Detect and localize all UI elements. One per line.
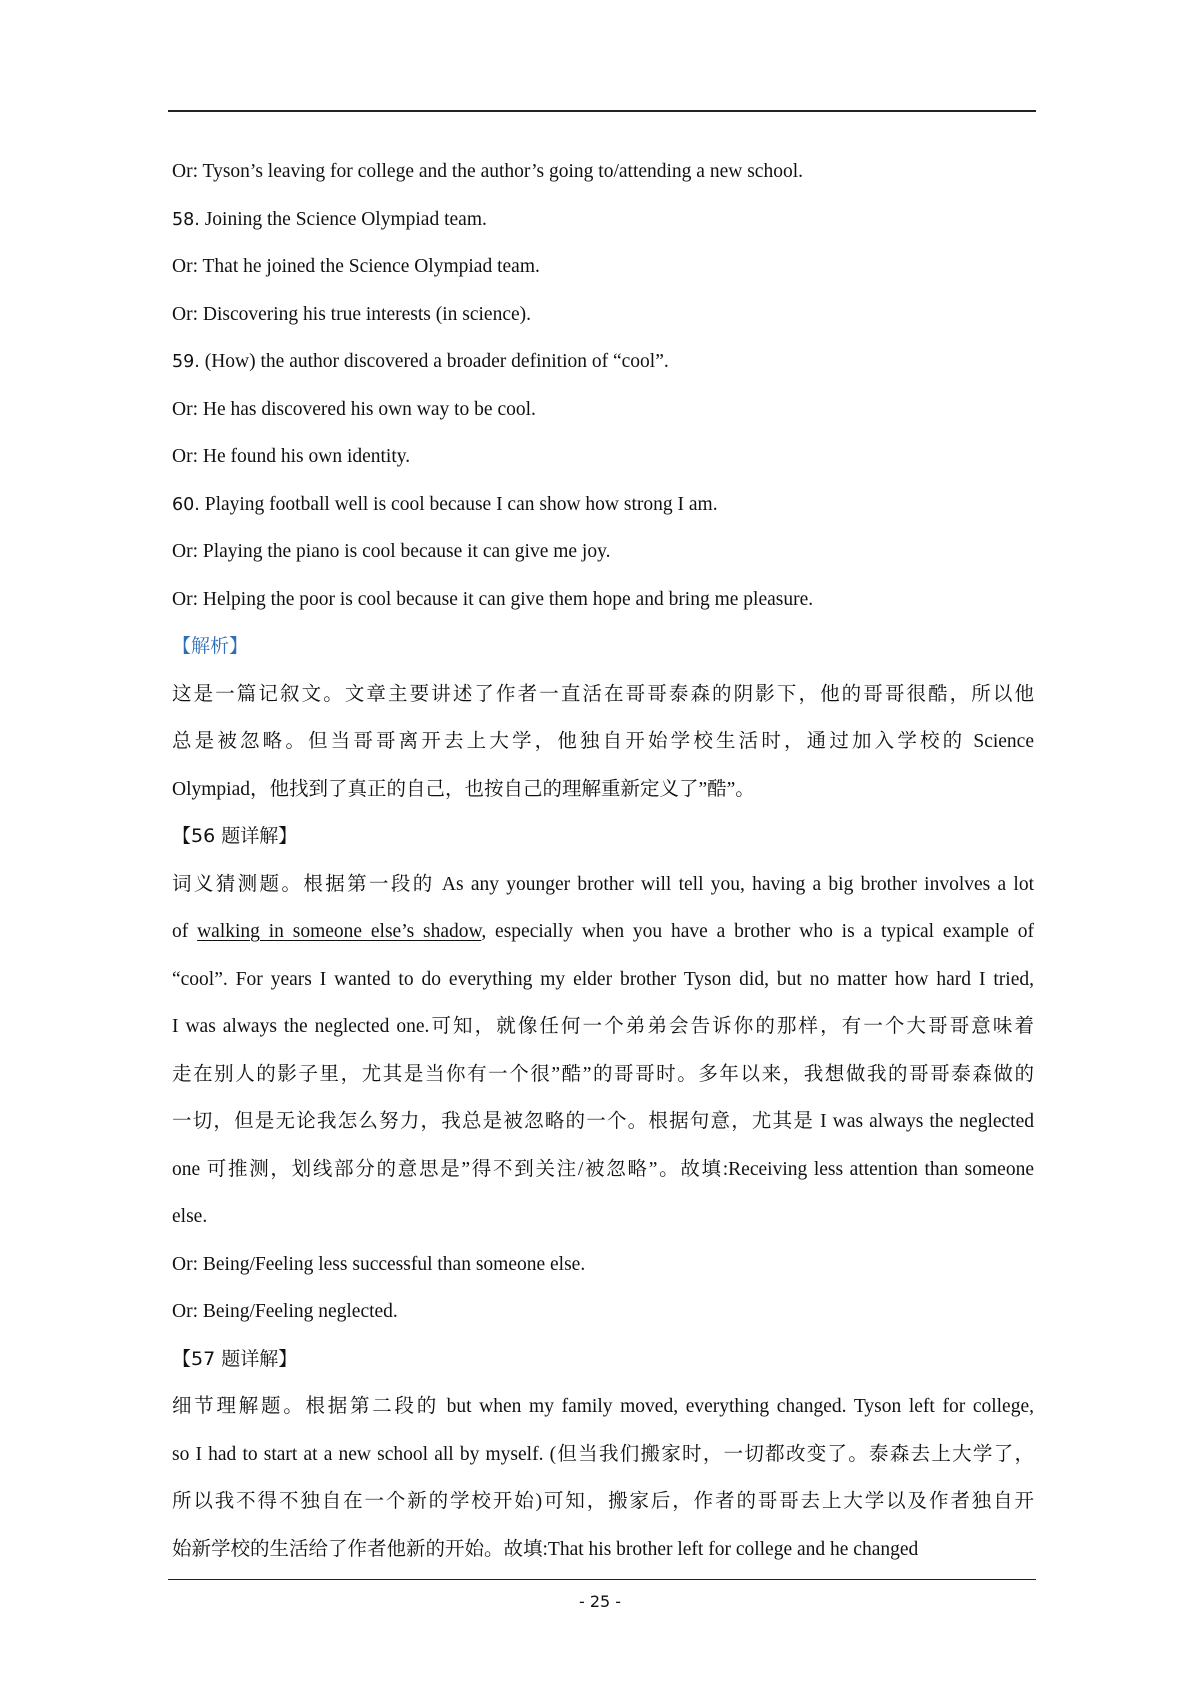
- q57-text: 细节理解题。根据第二段的 but when my family moved, everything changed. Tyson left for college,: [172, 1396, 1034, 1417]
- q57-text: 所以我不得不独自在一个新的学校开始)可知，搬家后，作者的哥哥去上大学以及作者独自开: [172, 1491, 1034, 1512]
- q57-text: 始新学校的生活给了作者他新的开始。故填:That his brother left for college and he changed: [172, 1538, 919, 1560]
- q56-text: 词义猜测题。根据第一段的 As any younger brother will tell you, having a big brother involves a lot: [172, 873, 1034, 895]
- q57-text: so I had to start at a new school all by myself. (但当我们搬家时，一切都改变了。泰森去上大学了，: [172, 1443, 1034, 1465]
- answer-line: Or: Discovering his true interests (in science).: [172, 303, 532, 325]
- question-number: 58.: [172, 209, 200, 230]
- page-body: [172, 148, 1034, 1573]
- answer-line: Or: He found his own identity.: [172, 446, 411, 467]
- question-number: 60.: [172, 494, 200, 515]
- answer-line: Or: Tyson’s leaving for college and the author’s going to/attending a new school.: [172, 161, 803, 182]
- analysis-heading: 【解析】: [172, 635, 249, 657]
- analysis-text: 总是被忽略。但当哥哥离开去上大学，他独自开始学校生活时，通过加入学校的 Science: [172, 731, 1034, 752]
- q56-text-part: , especially when you have a brother who is a typical example of: [481, 921, 1034, 942]
- q56-text: I was always the neglected one.可知，就像任何一个弟弟会告诉你的那样，有一个大哥哥意味着: [172, 1016, 1034, 1037]
- analysis-text: Olympiad，他找到了真正的自己，也按自己的理解重新定义了”酷”。: [172, 778, 755, 800]
- q56-text: Or: Being/Feeling neglected.: [172, 1301, 398, 1322]
- answer-text: (How) the author discovered a broader definition of “cool”.: [199, 351, 669, 372]
- page-number: - 25 -: [578, 1592, 622, 1611]
- q56-text: “cool”. For years I wanted to do everything my elder brother Tyson did, but no matter how hard I tried,: [172, 968, 1034, 990]
- footer-rule: [168, 1579, 1036, 1580]
- answer-text: Playing football well is cool because I can show how strong I am.: [199, 493, 718, 515]
- header-rule: [168, 110, 1036, 112]
- answer-line: [172, 196, 1034, 244]
- analysis-text: 这是一篇记叙文。文章主要讲述了作者一直活在哥哥泰森的阴影下，他的哥哥很酷，所以他: [172, 683, 1034, 705]
- q56-text: 走在别人的影子里，尤其是当你有一个很”酷”的哥哥时。多年以来，我想做我的哥哥泰森做的: [172, 1063, 1034, 1085]
- answer-line: Or: Helping the poor is cool because it can give them hope and bring me pleasure.: [172, 588, 814, 610]
- q56-text: one 可推测，划线部分的意思是”得不到关注/被忽略”。故填:Receiving less attention than someone: [172, 1158, 1034, 1180]
- underlined-phrase: walking in someone else’s shadow: [197, 921, 482, 942]
- q56-heading: 【56 题详解】: [172, 825, 298, 847]
- q56-text: [172, 908, 1034, 956]
- q56-text: else.: [172, 1206, 208, 1227]
- question-number: 59.: [172, 352, 200, 372]
- answer-line: Or: Playing the piano is cool because it can give me joy.: [172, 541, 611, 562]
- q57-heading: 【57 题详解】: [172, 1347, 298, 1370]
- answer-line: [172, 338, 1034, 386]
- answer-line: Or: He has discovered his own way to be cool.: [172, 398, 536, 420]
- answer-line: [172, 481, 1034, 529]
- q56-text-part: of: [172, 921, 198, 942]
- q56-text: Or: Being/Feeling less successful than someone else.: [172, 1253, 586, 1275]
- answer-text: Joining the Science Olympiad team.: [199, 208, 487, 230]
- answer-line: Or: That he joined the Science Olympiad team.: [172, 256, 540, 277]
- q56-text: 一切，但是无论我怎么努力，我总是被忽略的一个。根据句意，尤其是 I was always the neglected: [172, 1111, 1034, 1132]
